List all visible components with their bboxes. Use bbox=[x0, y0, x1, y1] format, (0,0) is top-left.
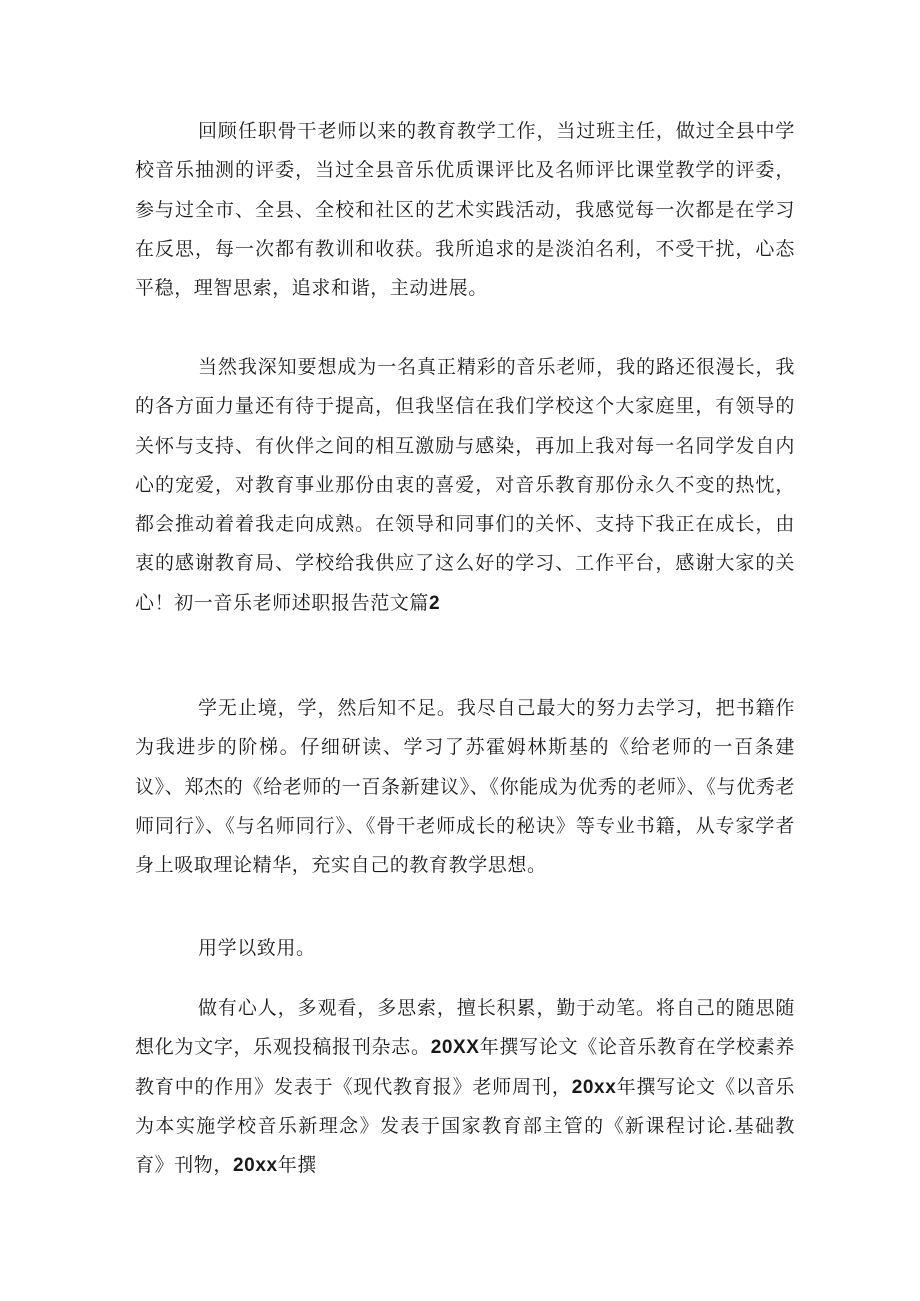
paragraph-2-text: 当然我深知要想成为一名真正精彩的音乐老师，我的路还很漫长，我的各方面力量还有待于提高，但我坚信在我们学校这个大家庭里，有领导的关怀与支持、有伙伴之间的相互激励与感染，再加上我对每一名同学发自内心的宠爱，对教育事业那份由衷的喜爱，对音乐教育那份永久不变的热忱，都会推动着着我走向成熟。在领导和同事们的关怀、支持下我正在成长，由衷的感谢教育局、学校给我供应了这么好的学习、工作平台，感谢大家的关心！初一音乐老师述职报告范文篇 bbox=[135, 356, 795, 614]
paragraph-5-year-1: 20XX bbox=[430, 1037, 480, 1059]
paragraph-2-number: 2 bbox=[429, 592, 441, 614]
paragraph-5-text-3: 年撰写论文《以音乐为本实施学校音乐新理念》发表于国家教育部主管的《新课程讨论.基础教育》刊物， bbox=[135, 1075, 796, 1177]
paragraph-5-text-2: 年撰写论文《论音乐教育在学校素养教育中的作用》发表于《现代教育报》老师周刊， bbox=[135, 1036, 795, 1098]
paragraph-3: 学无止境，学，然后知不足。我尽自己最大的努力去学习，把书籍作为我进步的阶梯。仔细研读、学习了苏霍姆林斯基的《给老师的一百条建议》、郑杰的《给老师的一百条新建议》、《你能成为优秀的老师》、《与优秀老师同行》、《与名师同行》、《骨干老师成长的秘诀》等专业书籍，从专家学者身上吸取理论精华，充实自己的教育教学思想。 bbox=[135, 697, 795, 877]
paragraph-2 bbox=[135, 348, 795, 623]
paragraph-5-year-3: 20xx bbox=[233, 1155, 278, 1177]
paragraph-5-text-4: 年撰 bbox=[277, 1154, 317, 1177]
paragraph-4: 用学以致用。 bbox=[198, 937, 316, 959]
paragraph-5-year-2: 20xx bbox=[571, 1076, 617, 1098]
paragraph-5 bbox=[135, 989, 795, 1185]
paragraph-1: 回顾任职骨干老师以来的教育教学工作，当过班主任，做过全县中学校音乐抽测的评委，当过全县音乐优质课评比及名师评比课堂教学的评委，参与过全市、全县、全校和社区的艺术实践活动，我感觉每一次都是在学习在反思，每一次都有教训和收获。我所追求的是淡泊名利，不受干扰，心态平稳，理智思索，追求和谐，主动进展。 bbox=[135, 120, 795, 300]
paragraph-5-text-1: 做有心人，多观看，多思索，擅长积累，勤于动笔。将自己的随思随想化为文字，乐观投稿报刊杂志。 bbox=[135, 997, 795, 1059]
